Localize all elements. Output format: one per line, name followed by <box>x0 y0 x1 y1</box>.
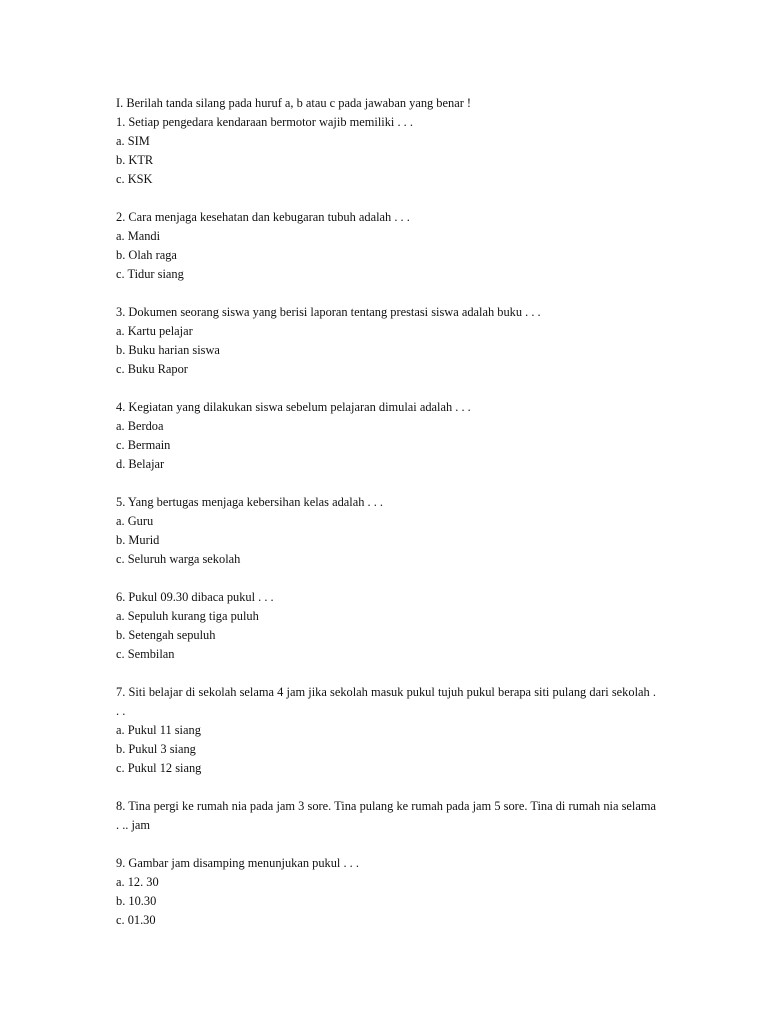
question-5 <box>116 493 656 569</box>
option-c: c. Bermain <box>116 438 171 452</box>
question-text: 3. Dokumen seorang siswa yang berisi laporan tentang prestasi siswa adalah buku . . . <box>116 305 541 319</box>
option-b: b. Setengah sepuluh <box>116 628 216 642</box>
option-a: a. Kartu pelajar <box>116 324 193 338</box>
option-c: c. Tidur siang <box>116 267 184 281</box>
question-4 <box>116 398 656 474</box>
option-a: a. SIM <box>116 134 150 148</box>
option-b: b. Buku harian siswa <box>116 343 220 357</box>
option-c: c. 01.30 <box>116 913 156 927</box>
option-a: a. Berdoa <box>116 419 164 433</box>
option-a: a. Mandi <box>116 229 161 243</box>
option-d: d. Belajar <box>116 457 165 471</box>
option-b: b. Murid <box>116 533 160 547</box>
instruction: I. Berilah tanda silang pada huruf a, b atau c pada jawaban yang benar ! <box>116 96 472 110</box>
option-c: c. Pukul 12 siang <box>116 761 202 775</box>
option-c: c. KSK <box>116 172 153 186</box>
option-b: b. Pukul 3 siang <box>116 742 196 756</box>
option-b: b. 10.30 <box>116 894 157 908</box>
question-text: 1. Setiap pengedara kendaraan bermotor wajib memiliki . . . <box>116 115 413 129</box>
question-1 <box>116 113 656 189</box>
option-c: c. Sembilan <box>116 647 175 661</box>
question-9 <box>116 854 656 930</box>
option-b: b. Olah raga <box>116 248 177 262</box>
question-3 <box>116 303 656 379</box>
question-text: 6. Pukul 09.30 dibaca pukul . . . <box>116 590 274 604</box>
question-text: 2. Cara menjaga kesehatan dan kebugaran tubuh adalah . . . <box>116 210 410 224</box>
option-a: a. Pukul 11 siang <box>116 723 201 737</box>
worksheet <box>116 94 656 949</box>
question-8 <box>116 797 656 835</box>
question-text: 5. Yang bertugas menjaga kebersihan kelas adalah . . . <box>116 495 384 509</box>
option-a: a. Guru <box>116 514 154 528</box>
question-text: 9. Gambar jam disamping menunjukan pukul . . . <box>116 856 359 870</box>
option-c: c. Buku Rapor <box>116 362 188 376</box>
option-a: a. 12. 30 <box>116 875 159 889</box>
question-text: 7. Siti belajar di sekolah selama 4 jam jika sekolah masuk pukul tujuh pukul berapa siti pulang dari sekolah . . . <box>116 685 656 718</box>
question-2 <box>116 208 656 284</box>
question-text: 8. Tina pergi ke rumah nia pada jam 3 sore. Tina pulang ke rumah pada jam 5 sore. Tina di rumah nia selama . .. jam <box>116 799 656 832</box>
question-7 <box>116 683 656 778</box>
option-b: b. KTR <box>116 153 154 167</box>
question-text: 4. Kegiatan yang dilakukan siswa sebelum pelajaran dimulai adalah . . . <box>116 400 471 414</box>
option-a: a. Sepuluh kurang tiga puluh <box>116 609 259 623</box>
option-c: c. Seluruh warga sekolah <box>116 552 241 566</box>
question-6 <box>116 588 656 664</box>
